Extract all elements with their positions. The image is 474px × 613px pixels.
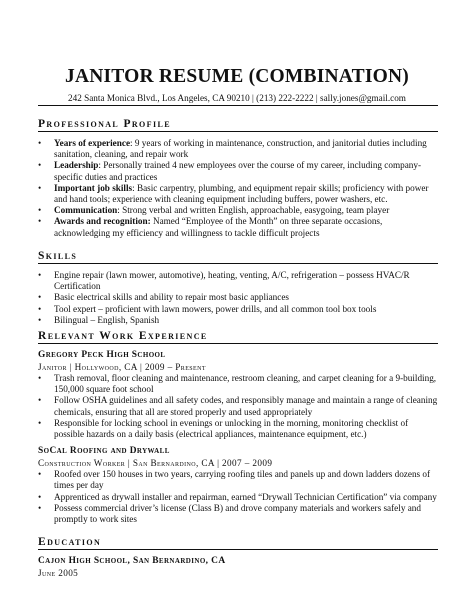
list-item: • Important job skills: Basic carpentry, plumbing, and equipment repair skills; proficiency with power and hand tools; experience with cleaning equipment including buffers, power washers, etc. (38, 182, 429, 205)
list-item: • Follow OSHA guidelines and all safety codes, and responsibly manage and maintain a range of cleaning chemicals, ensuring that all are stored properly and used appropriately (38, 395, 438, 417)
list-item: • Basic electrical skills and ability to repair most basic appliances (38, 292, 289, 303)
job-duties-list (38, 373, 438, 440)
job-duties-list (38, 469, 438, 525)
bullet-icon: • (38, 292, 42, 303)
graduation-date: June 2005 (38, 567, 79, 578)
bullet-icon: • (38, 502, 42, 513)
bullet-icon: • (38, 138, 42, 148)
school-name: Cajon High School, San Bernardino, CA (38, 556, 226, 566)
list-item: • Trash removal, floor cleaning and maintenance, restroom cleaning, and carpet cleaning for a 9-building, 150,000 square foot school (38, 373, 437, 395)
employer-name: SoCal Roofing and Drywall (38, 446, 170, 457)
profile-list (38, 138, 438, 239)
list-item: • Roofed over 150 houses in two years, carrying roofing tiles and panels up and down ladders dozens of times per day (38, 469, 431, 491)
bullet-icon: • (38, 205, 42, 216)
list-item: • Engine repair (lawn mower, automotive), heating, venting, A/C, refrigeration – possess HVAC/R Certification (38, 270, 410, 292)
profile-heading: Professional Profile (38, 118, 438, 132)
bullet-icon: • (38, 182, 42, 193)
list-item: • Responsible for locking school in evenings or unlocking in the morning, monitoring checklist of possible hazards on a daily basis (electrical appliances, maintenance equipment, etc.) (38, 417, 409, 440)
skills-list (38, 270, 438, 326)
skills-heading: Skills (38, 250, 438, 264)
bullet-icon: • (38, 314, 42, 325)
bullet-icon: • (38, 270, 42, 280)
resume-title: JANITOR RESUME (COMBINATION) (65, 66, 409, 87)
bullet-icon: • (38, 303, 42, 314)
list-item: • Bilingual – English, Spanish (38, 314, 160, 325)
job-title-line: Janitor | Hollywood, CA | 2009 – Present (38, 361, 206, 372)
bullet-icon: • (38, 160, 42, 171)
list-item: • Apprenticed as drywall installer and repairman, earned “Drywall Technician Certification” via company (38, 491, 437, 502)
job-entry (38, 350, 438, 440)
bullet-icon: • (38, 417, 42, 428)
experience-section (38, 330, 438, 525)
bullet-icon: • (38, 216, 42, 227)
contact-line: 242 Santa Monica Blvd., Los Angeles, CA 90210 | (213) 222-2222 | sally.jones@gmail.com (68, 93, 406, 103)
job-title-line: Construction Worker | San Bernardino, CA | 2007 – 2009 (38, 457, 273, 468)
bullet-icon: • (38, 491, 42, 502)
list-item: • Tool expert – proficient with lawn mowers, power drills, and all common tool box tools (38, 303, 377, 314)
profile-section (38, 118, 438, 239)
education-heading: Education (38, 536, 438, 550)
job-entry (38, 446, 438, 525)
skills-section (38, 250, 438, 326)
bullet-icon: • (38, 395, 42, 406)
bullet-icon: • (38, 469, 42, 480)
list-item: • Communication: Strong verbal and written English, approachable, easygoing, team player (38, 205, 390, 216)
header-divider (38, 105, 438, 106)
bullet-icon: • (38, 373, 42, 383)
employer-name: Gregory Peck High School (38, 350, 166, 360)
list-item: • Years of experience: 9 years of working in maintenance, construction, and janitorial duties including sanitation, cleaning, and repair work (38, 138, 427, 160)
experience-heading: Relevant Work Experience (38, 330, 438, 344)
list-item: • Awards and recognition: Named “Employee of the Month” on three separate occasions, acknowledging my efficiency and willingness to tackle difficult projects (38, 216, 383, 238)
education-section (38, 536, 438, 579)
list-item: • Leadership: Personally trained 4 new employees over the course of my career, including company-specific duties and practices (38, 160, 422, 182)
list-item: • Possess commercial driver’s license (Class B) and drove company materials and workers safely and promptly to work sites (38, 502, 421, 525)
